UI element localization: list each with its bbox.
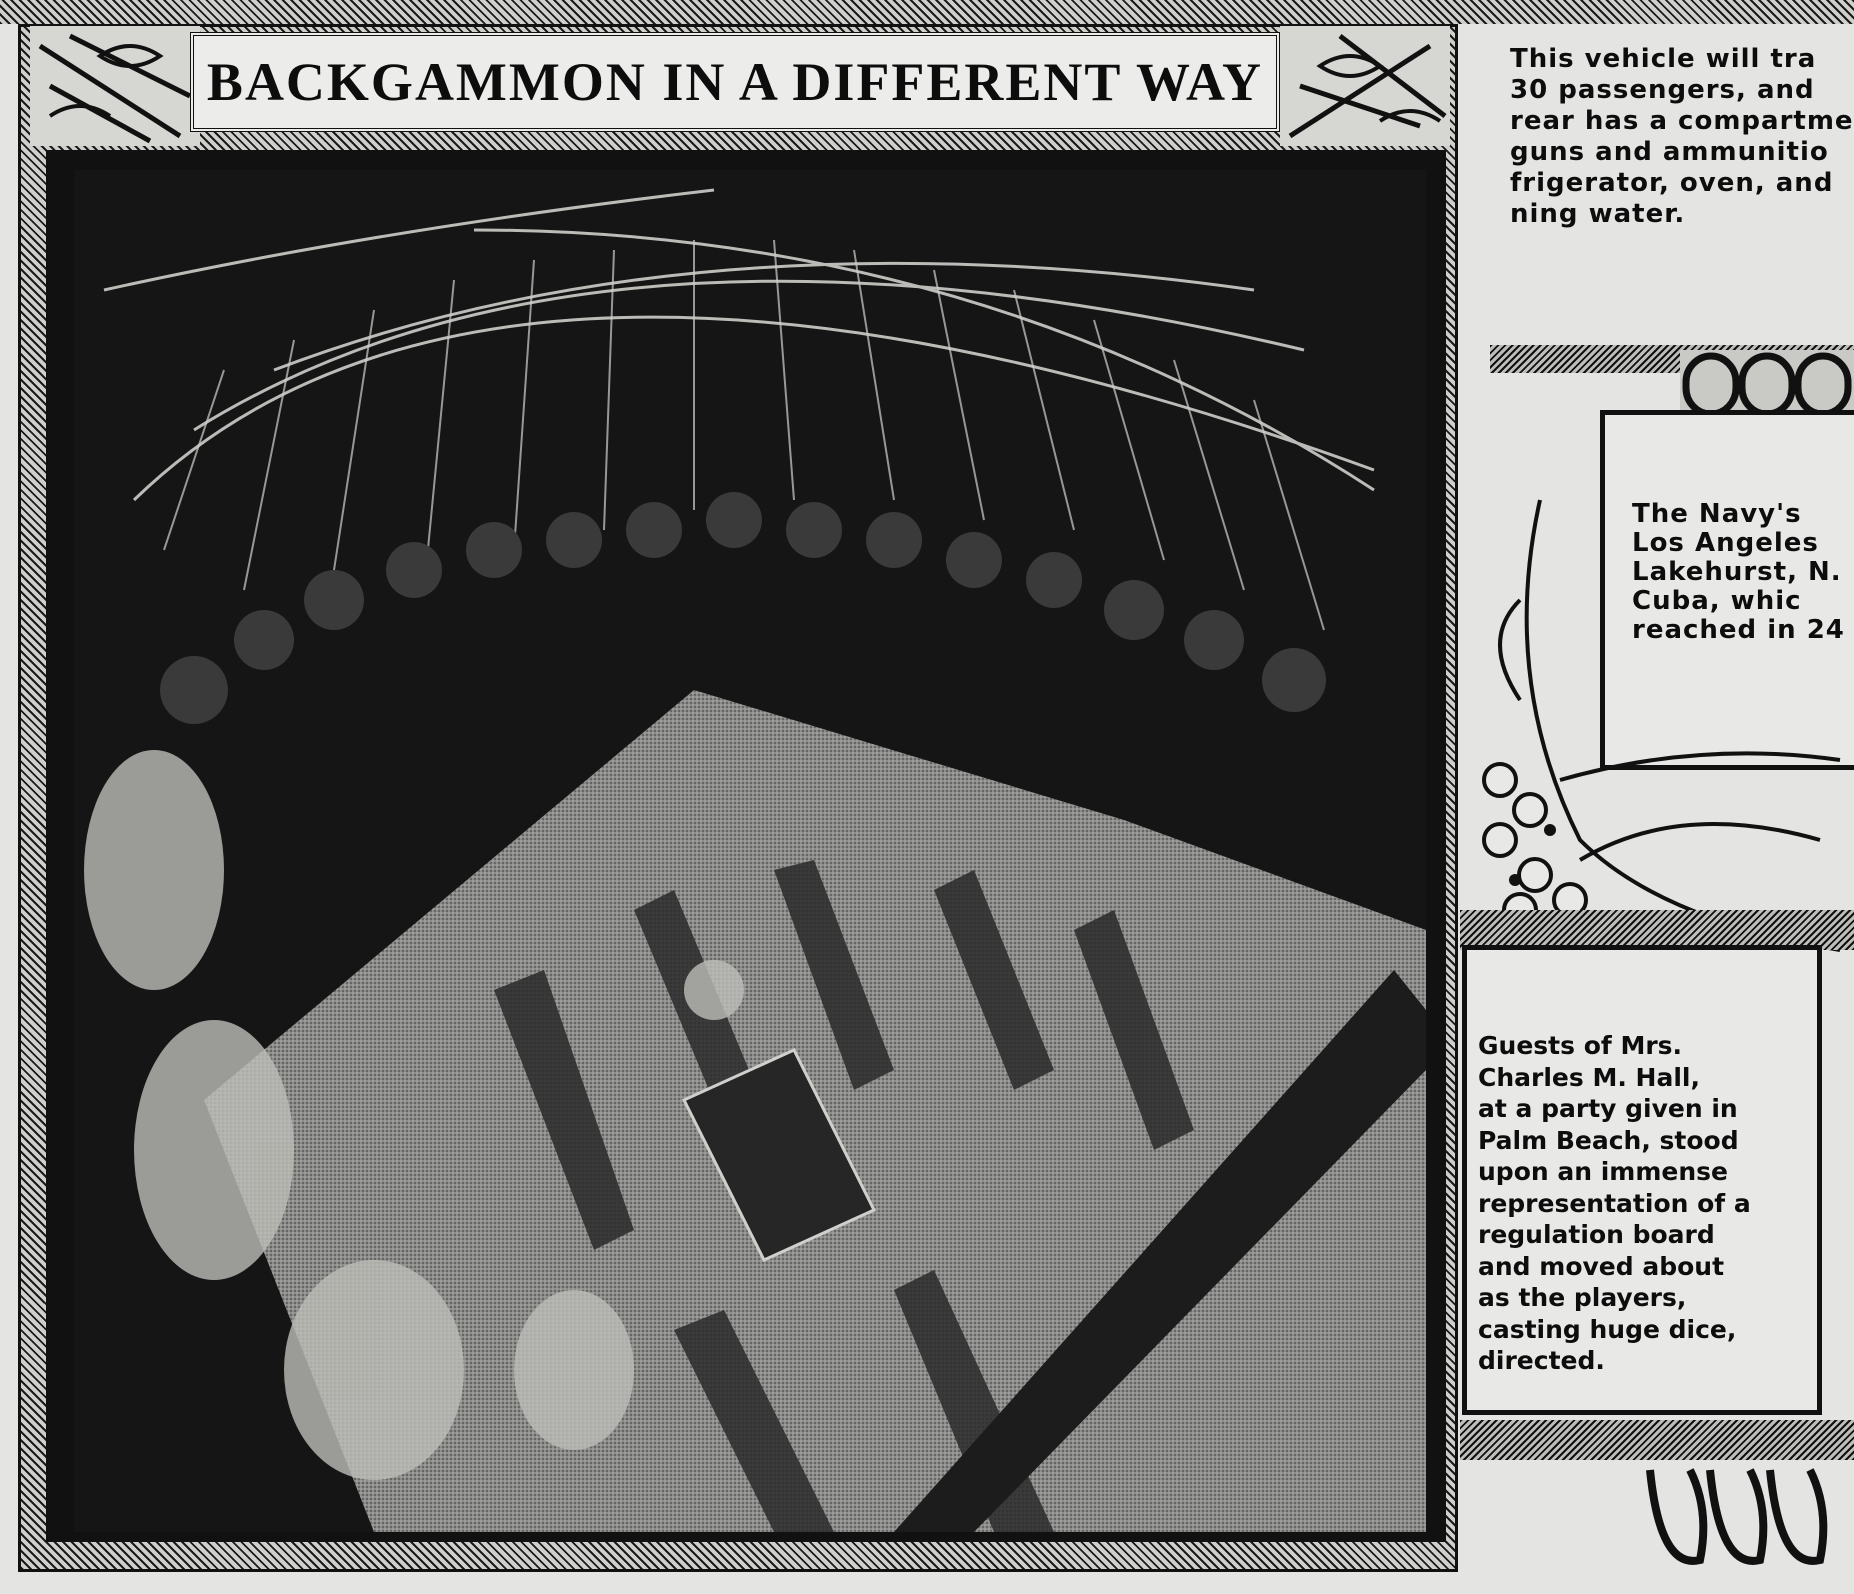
guests-box-band xyxy=(1460,910,1854,950)
navy-caption: The Navy's Los Angeles Lakehurst, N. Cuba, whic reached in 24 xyxy=(1632,499,1845,645)
photo-frame xyxy=(46,150,1446,1542)
ring-ornament-icon xyxy=(1640,1450,1854,1580)
floral-branch-icon xyxy=(1460,480,1854,960)
headline-title: BACKGAMMON IN A DIFFERENT WAY xyxy=(206,52,1264,112)
leaf-ornament-icon xyxy=(1280,26,1450,146)
guests-caption: Guests of Mrs. Charles M. Hall, at a party given in Palm Beach, stood upon an immense representation of a regulation board and moved about as the players, casting huge dice, directed. xyxy=(1478,1031,1751,1375)
leaf-ornament-icon xyxy=(30,26,200,146)
photo-illustration xyxy=(74,170,1426,1532)
vehicle-caption: This vehicle will tra 30 passengers, and rear has a compartme guns and ammunitio frigerator, oven, and ning water. xyxy=(1510,44,1854,229)
crowd-backgammon-board-photo xyxy=(74,170,1426,1532)
headline-box xyxy=(190,32,1280,132)
